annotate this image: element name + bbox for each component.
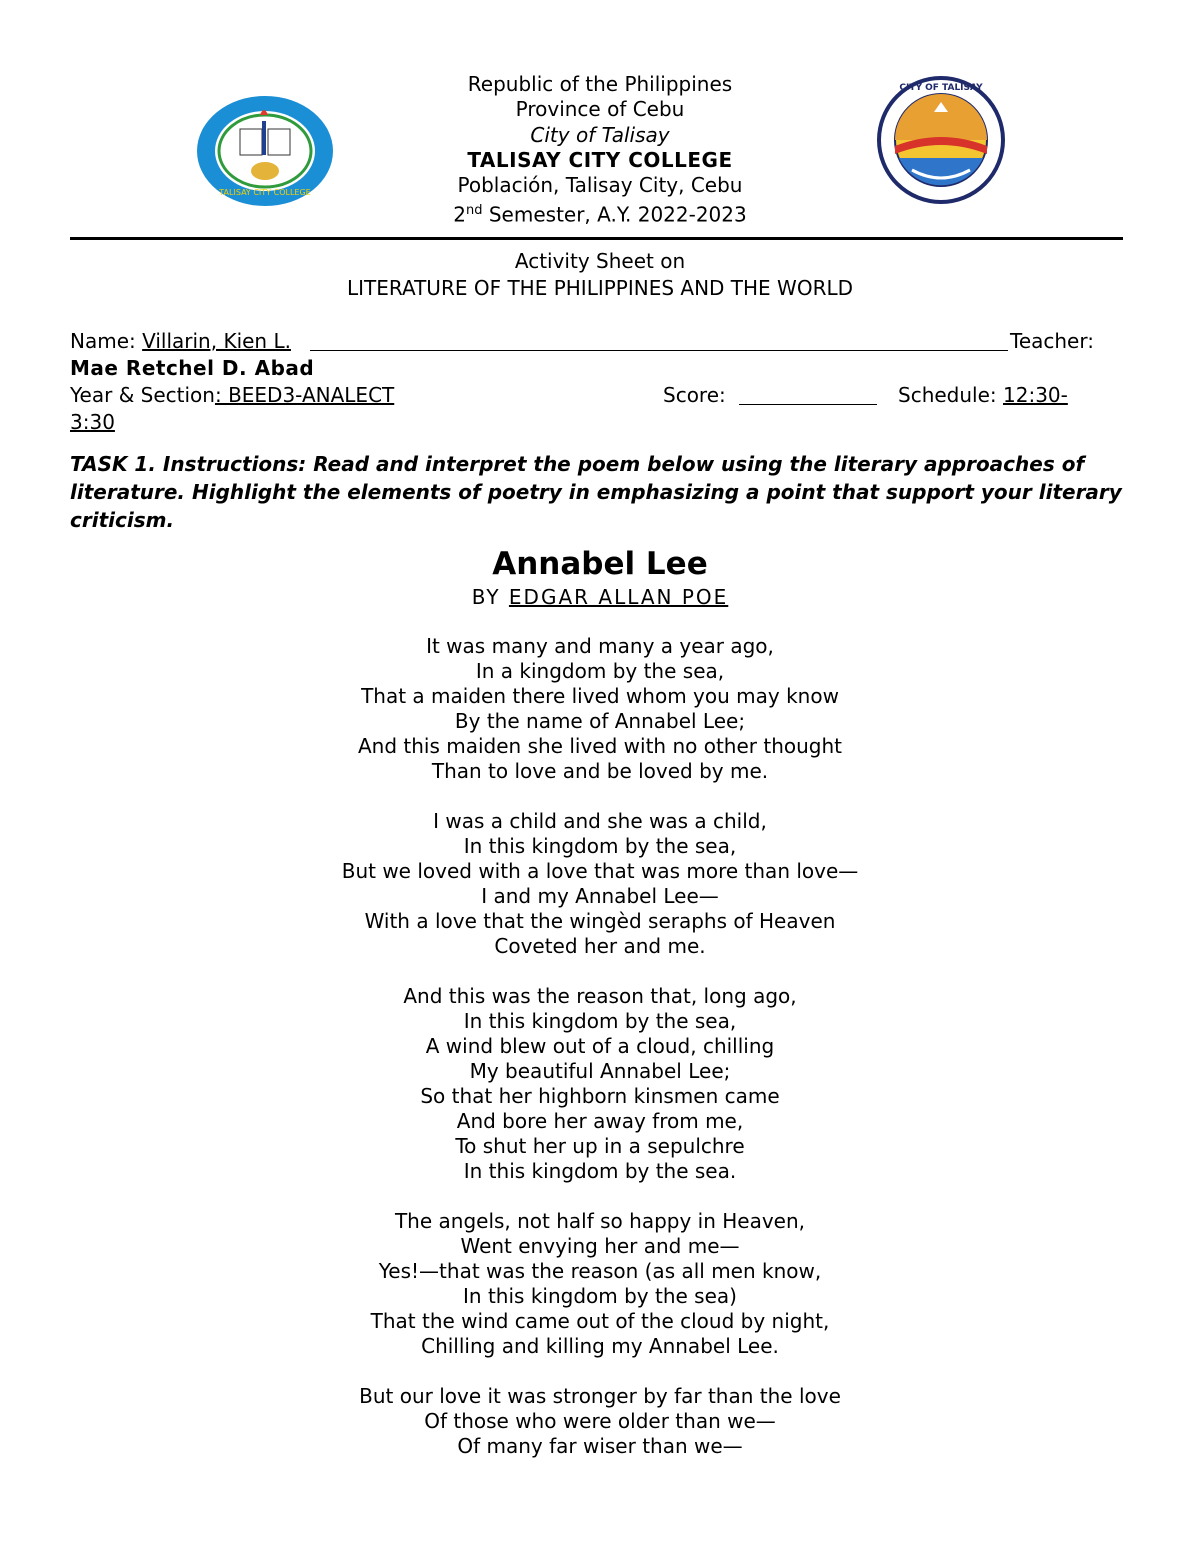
poem-line: In this kingdom by the sea, [463,1009,737,1033]
poem-line: In this kingdom by the sea) [463,1284,737,1308]
score-field [663,383,726,407]
name-value: Villarin, Kien L. [142,329,291,353]
city-line: City of Talisay [530,122,670,147]
poem-line: But our love it was stronger by far than the love [359,1384,841,1408]
semester-text: Semester, A.Y. 2022-2023 [482,203,747,228]
poem-line: Coveted her and me. [494,934,706,958]
address-line: Población, Talisay City, Cebu [457,173,743,198]
stanza [250,1209,950,1359]
poem-line: That a maiden there lived whom you may know [361,684,839,708]
semester-line [300,198,900,228]
activity-title [300,249,900,302]
poem-line: In a kingdom by the sea, [475,659,725,683]
schedule-label: Schedule: [898,383,1003,407]
poem-title: Annabel Lee [492,546,708,582]
stanza [250,809,950,959]
poem-line: And this was the reason that, long ago, [403,984,797,1008]
poem-byline [300,585,900,609]
poem-line: I was a child and she was a child, [433,809,767,833]
poem-line: Went envying her and me— [460,1234,740,1258]
republic-line: Republic of the Philippines [467,72,733,96]
schedule-value-1: 12:30- [1003,383,1068,407]
poem-line: But we loved with a love that was more than love— [341,859,859,883]
score-blank [739,404,877,405]
name-label: Name: [70,329,143,353]
poem-line: By the name of Annabel Lee; [454,709,746,733]
semester-number: 2 [453,203,466,228]
schedule-value-2: 3:30 [70,410,115,434]
province-line: Province of Cebu [515,97,685,122]
activity-subject: LITERATURE OF THE PHILIPPINES AND THE WORLD [346,276,854,301]
byline-by: BY [471,585,509,609]
poem-line: It was many and many a year ago, [426,634,774,658]
score-label: Score: [663,383,726,407]
year-value: : BEED3-ANALECT [214,383,395,407]
poem-line: The angels, not half so happy in Heaven, [394,1209,806,1233]
poem-body [250,634,950,1484]
poem-line: To shut her up in a sepulchre [455,1134,745,1158]
poem-line: Yes!—that was the reason (as all men know, [378,1259,822,1283]
year-section-field [70,383,394,407]
activity-line: Activity Sheet on [514,249,686,273]
poem-line: So that her highborn kinsmen came [420,1084,780,1108]
poem-line: Than to love and be loved by me. [431,759,769,783]
year-label: Year & Section [70,383,215,407]
header-divider [70,237,1123,240]
poem-line: In this kingdom by the sea. [463,1159,737,1183]
poem-line: My beautiful Annabel Lee; [469,1059,731,1083]
poem-author: EDGAR ALLAN POE [508,585,729,609]
poem-line: That the wind came out of the cloud by night, [370,1309,830,1333]
teacher-label: Teacher: [1010,329,1094,353]
school-header [300,72,900,228]
left-logo-text: TALISAY CITY COLLEGE [219,188,311,197]
right-logo-text: CITY OF TALISAY [899,83,983,93]
poem-line: And this maiden she lived with no other thought [358,734,842,758]
name-underline [310,350,1008,351]
poem-line: A wind blew out of a cloud, chilling [425,1034,775,1058]
schedule-field [898,383,1068,407]
poem-line: I and my Annabel Lee— [481,884,719,908]
stanza [250,634,950,784]
poem-line: And bore her away from me, [456,1109,744,1133]
poem-line: Of those who were older than we— [424,1409,776,1433]
task-instructions: TASK 1. Instructions: Read and interpret the poem below using the literary approaches of literature. Highlight the elements of poetry in emphasizing a point that support your literary criticism. [70,452,1122,532]
poem-line: With a love that the wingèd seraphs of Heaven [364,909,836,933]
stanza [250,984,950,1184]
poem-line: Chilling and killing my Annabel Lee. [421,1334,779,1358]
poem-line: In this kingdom by the sea, [463,834,737,858]
name-field [70,329,291,353]
stanza [250,1384,950,1459]
semester-suffix: nd [466,203,483,219]
poem-line: Of many far wiser than we— [457,1434,743,1458]
college-name: TALISAY CITY COLLEGE [467,147,733,172]
teacher-value: Mae Retchel D. Abad [70,356,315,380]
